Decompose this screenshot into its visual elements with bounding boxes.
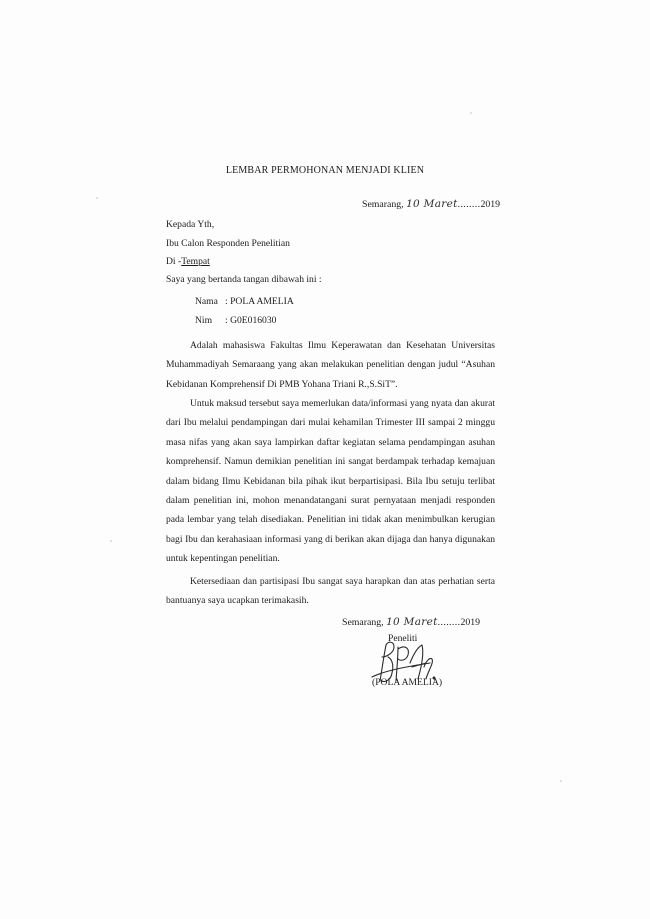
- paragraph-3: [166, 572, 495, 611]
- document-title: LEMBAR PERMOHONAN MENJADI KLIEN: [225, 165, 425, 176]
- scan-speck: [560, 780, 562, 782]
- recipient-place: Tempat: [181, 256, 210, 267]
- recipient-line-3-prefix: Di -: [166, 256, 182, 267]
- paragraph-1: [166, 336, 495, 394]
- nim-value: : G0E016030: [225, 315, 277, 326]
- date-top-year: 2019: [480, 199, 501, 210]
- date-bottom-dots: ........: [437, 617, 461, 628]
- nim-label: Nim: [195, 315, 213, 326]
- intro-text: Saya yang bertanda tangan dibawah ini :: [166, 274, 322, 285]
- paragraph-1-text: Adalah mahasiswa Fakultas Ilmu Keperawatan dan Kesehatan Universitas Muhammadiyah Semaraang yang akan melakukan penelitian dengan judul “Asuhan Kebidanan Komprehensif Di PMB Yohana Triani R.,S.SiT”.: [166, 340, 495, 390]
- paragraph-3-text: Ketersediaan dan partisipasi Ibu sangat saya harapkan dan atas perhatian serta bantuanya saya ucapkan terimakasih.: [166, 576, 495, 607]
- paragraph-2: [166, 394, 495, 569]
- date-top-city: Semarang,: [362, 199, 404, 210]
- name-label: Nama: [195, 296, 218, 307]
- signer-name: (POLA AMELIA): [372, 677, 443, 688]
- recipient-line-1: Kepada Yth,: [166, 219, 215, 230]
- scan-speck: [96, 197, 98, 199]
- recipient-line-3: [166, 256, 210, 268]
- scan-speck: [470, 112, 472, 114]
- date-bottom-year: 2019: [460, 617, 481, 628]
- recipient-line-2: Ibu Calon Responden Penelitian: [166, 238, 290, 249]
- paragraph-2-text: Untuk maksud tersebut saya memerlukan data/informasi yang nyata dan akurat dari Ibu melalui pendampingan dari mulai kehamilan Trimester III sampai 2 minggu masa nifas yang akan saya lampirkan daftar kegiatan selama pendampingan asuhan komprehensif. Namun demikian penelitian ini sangat berdampak terhadap kemajuan dalam bidang Ilmu Kebidanan bila pihak ikut berpartisipasi. Bila Ibu setuju terlibat dalam penelitian ini, mohon menandatangani surat pernyataan menjadi responden pada lembar yang telah disediakan. Penelitian ini tidak akan menimbulkan kerugian bagi Ibu dan kerahasiaan informasi yang di berikan akan dijaga dan hanya digunakan untuk kepentingan penelitian.: [166, 398, 495, 565]
- date-bottom-city: Semarang,: [342, 617, 384, 628]
- date-bottom-handwritten: 10 Maret: [386, 616, 438, 628]
- name-value: : POLA AMELIA: [225, 296, 294, 307]
- date-top-handwritten: 10 Maret: [406, 198, 458, 210]
- date-top-dots: ........: [457, 199, 481, 210]
- date-top: [362, 198, 500, 211]
- signer-role: Peneliti: [388, 633, 418, 644]
- date-bottom: [342, 616, 480, 629]
- scan-speck: [110, 540, 112, 542]
